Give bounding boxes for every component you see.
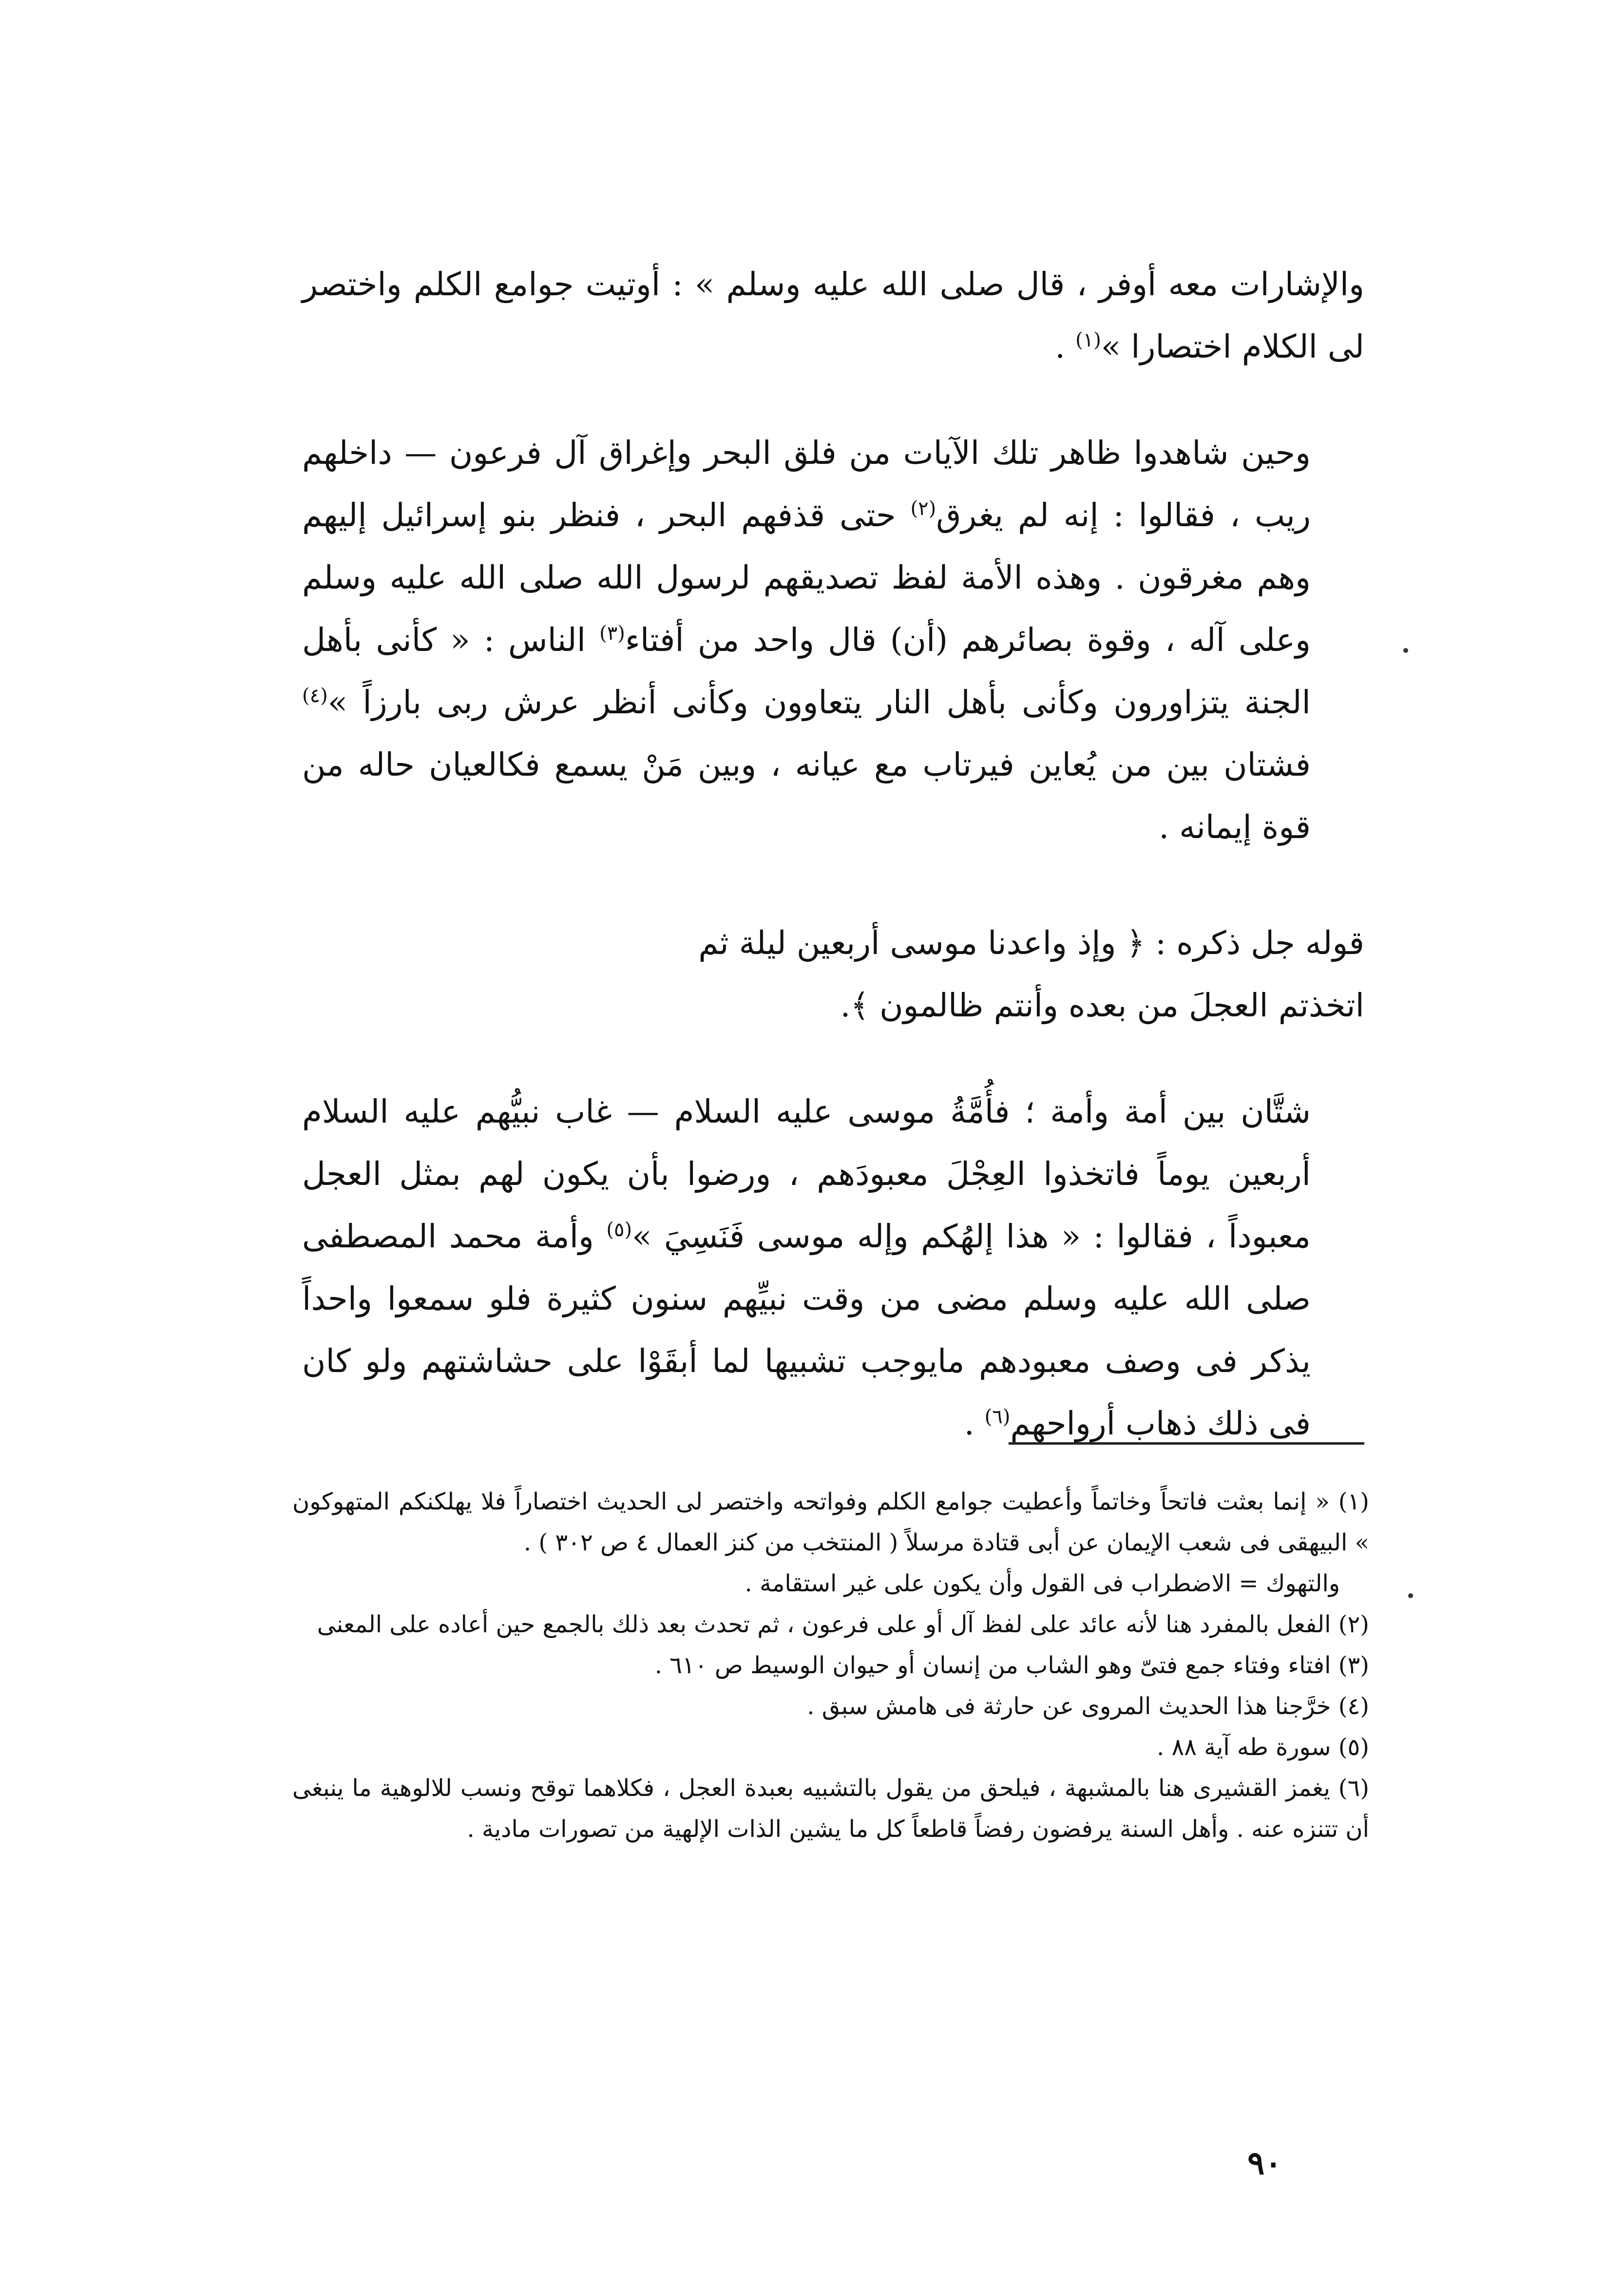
p3-part-b: وأمة محمد المصطفى صلى الله عليه وسلم مضى من وقت نبيِّهم سنون كثيرة فلو سمعوا واحداً يذكر فى وصف معبودهم مايوجب تشبيها لما أبقَوْا على حشاشتهم ولو كان فى ذلك ذهاب أرواحهم [302,1218,1311,1442]
footnote-ref-3: (٣) [599,622,625,645]
main-text [302,253,1364,1455]
footnote-ref-2: (٢) [910,497,936,520]
p1-end: . [1055,328,1076,365]
p2-part-b: حتى قذفهم البحر ، فنظر بنو إسرائيل إليهم وهم مغرقون . وهذه الأمة لفظ تصديقهم لرسول الله صلى الله عليه وسلم وعلى آله ، وقوة بصائرهم (أن) قال واحد من أفتاء [302,496,1311,659]
footnote-6: (٦) يغمز القشيرى هنا بالمشبهة ، فيلحق من يقول بالتشبيه بعبدة العجل ، فكلاهما توقح ونسب للالوهية ما ينبغى أن تتنزه عنه . وأهل السنة يرفضون رفضاً قاطعاً كل ما يشين الذات الإلهية من تصورات مادية . [292,1775,1369,1843]
p2-part-a: وحين شاهدوا ظاهر تلك الآيات من فلق البحر وإغراق آل فرعون — داخلهم ريب ، فقالوا : إنه لم يغرق [302,434,1311,534]
footnote-ref-6: (٦) [984,1406,1011,1428]
p2-part-d: فشتان بين من يُعاين فيرتاب مع عيانه ، وبين مَنْ يسمع فكالعيان حاله من قوة إيمانه . [302,746,1311,846]
footnote-ref-1: (١) [1075,329,1101,351]
footnote-ref-5: (٥) [606,1219,632,1241]
footnote-ref-4: (٤) [302,685,328,707]
margin-dot [1403,648,1408,653]
verse-heading [302,912,1364,1037]
p3-part-a: شتَّان بين أمة وأمة ؛ فأُمَّةُ موسى عليه السلام — غاب نبيُّهم عليه السلام أربعين يوماً فاتخذوا العِجْلَ معبودَهم ، ورضوا بأن يكون لهم بمثل العجل معبوداً ، فقالوا : « هذا إلهُكم وإله موسى فَنَسِيَ » [302,1093,1311,1255]
paragraph-1 [302,253,1364,378]
footnote-1: (١) « إنما بعثت فاتحاً وخاتماً وأعطيت جوامع الكلم وفواتحه واختصر لى الحديث اختصاراً فلا يهلكنكم المتهوكون » البيهقى فى شعب الإيمان عن أبى قتادة مرسلاً ( المنتخب من كنز العمال ٤ ص ٣٠٢ ) . [292,1488,1369,1556]
margin-dot [1408,1593,1413,1598]
p3-end: . [964,1405,985,1442]
paragraph-3 [302,1081,1364,1455]
footnote-3: (٣) افتاء وفتاء جمع فتىّ وهو الشاب من إنسان أو حيوان الوسيط ص ٦١٠ . [654,1652,1369,1679]
footnote-4: (٤) خرَّجنا هذا الحديث المروى عن حارثة فى هامش سبق . [807,1693,1369,1720]
verse-heading-line2: اتخذتم العجلَ من بعده وأنتم ظالمون ﴾. [840,987,1364,1024]
p1-line2: اختصارا » [1101,328,1232,365]
verse-heading-line1: قوله جل ذكره : ﴿ وإذ واعدنا موسى أربعين ليلة ثم [698,924,1364,962]
footnote-2: (٢) الفعل بالمفرد هنا لأنه عائد على لفظ آل أو على فرعون ، ثم تحدث بعد ذلك بالجمع حين أعاده على المعنى [317,1611,1369,1638]
footnote-5: (٥) سورة طه آية ٨٨ . [1156,1734,1369,1761]
p1-line1: والإشارات معه أوفر ، قال صلى الله عليه وسلم » : أوتيت جوامع الكلم واختصر لى الكلام [302,266,1364,365]
footnote-divider [1009,1442,1364,1445]
footnote-1-note: والتهوك = الاضطراب فى القول وأن يكون على غير استقامة . [745,1570,1340,1597]
paragraph-2 [302,422,1364,859]
footnotes [292,1481,1369,1850]
page-number: ٩٠ [1247,2144,1282,2182]
p2-part-c: الناس : « كأنى بأهل الجنة يتزاورون وكأنى بأهل النار يتعاوون وكأنى أنظر عرش ربى بارزاً » [302,621,1311,721]
